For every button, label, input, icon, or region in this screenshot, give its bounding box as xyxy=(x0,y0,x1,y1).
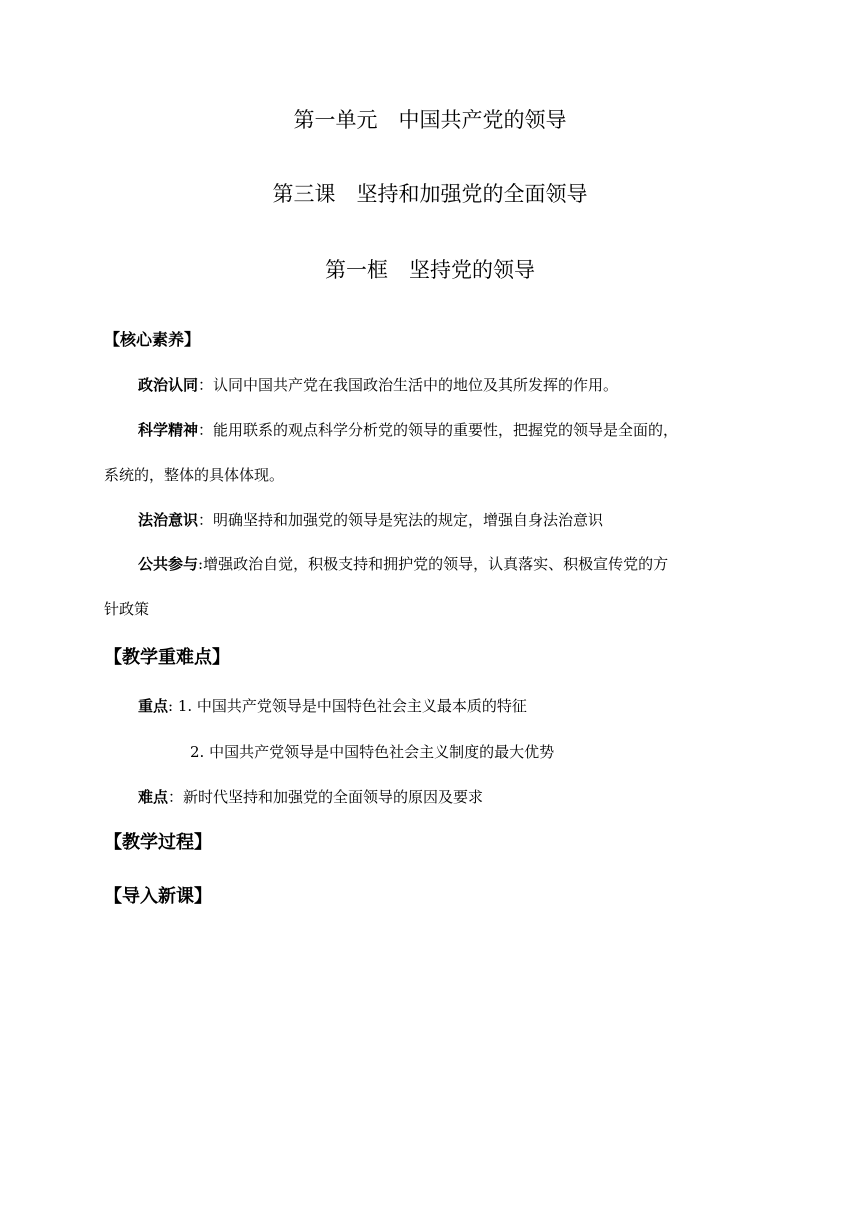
difficulty-label: 难点 xyxy=(138,788,169,806)
unit-title: 第一单元 中国共产党的领导 xyxy=(293,108,567,132)
difficulty-line xyxy=(138,786,483,808)
focus-label: 重点 xyxy=(138,697,169,715)
difficulty-text: ：新时代坚持和加强党的全面领导的原因及要求 xyxy=(168,788,484,806)
lesson-title: 第三课 坚持和加强党的全面领导 xyxy=(272,182,588,206)
legal-awareness-line xyxy=(138,509,603,531)
public-participation-line xyxy=(138,553,668,575)
public-participation-text: :增强政治自觉，积极支持和拥护党的领导，认真落实、积极宣传党的方 xyxy=(198,555,669,573)
focus-item-2: 2. 中国共产党领导是中国特色社会主义制度的最大优势 xyxy=(190,743,555,761)
scientific-spirit-line xyxy=(138,419,678,441)
key-difficult-points-heading: 【教学重难点】 xyxy=(104,647,230,668)
public-participation-continuation: 针政策 xyxy=(104,600,150,618)
legal-awareness-text: ：明确坚持和加强党的领导是宪法的规定，增强自身法治意识 xyxy=(198,511,604,529)
scientific-spirit-text: ：能用联系的观点科学分析党的领导的重要性，把握党的领导是全面的， xyxy=(198,421,679,439)
public-participation-label: 公共参与 xyxy=(138,555,199,573)
legal-awareness-label: 法治意识 xyxy=(138,511,199,529)
frame-title: 第一框 坚持党的领导 xyxy=(325,258,535,282)
focus-line-1 xyxy=(138,695,527,717)
political-identity-line xyxy=(138,374,618,396)
new-lesson-intro-heading: 【导入新课】 xyxy=(104,886,212,907)
scientific-spirit-continuation: 系统的，整体的具体体现。 xyxy=(104,466,285,484)
political-identity-label: 政治认同 xyxy=(138,376,199,394)
focus-item-1: : 1. 中国共产党领导是中国特色社会主义最本质的特征 xyxy=(168,697,527,715)
teaching-process-heading: 【教学过程】 xyxy=(104,832,212,853)
scientific-spirit-label: 科学精神 xyxy=(138,421,199,439)
political-identity-text: ：认同中国共产党在我国政治生活中的地位及其所发挥的作用。 xyxy=(198,376,619,394)
core-literacy-heading: 【核心素养】 xyxy=(104,330,201,349)
